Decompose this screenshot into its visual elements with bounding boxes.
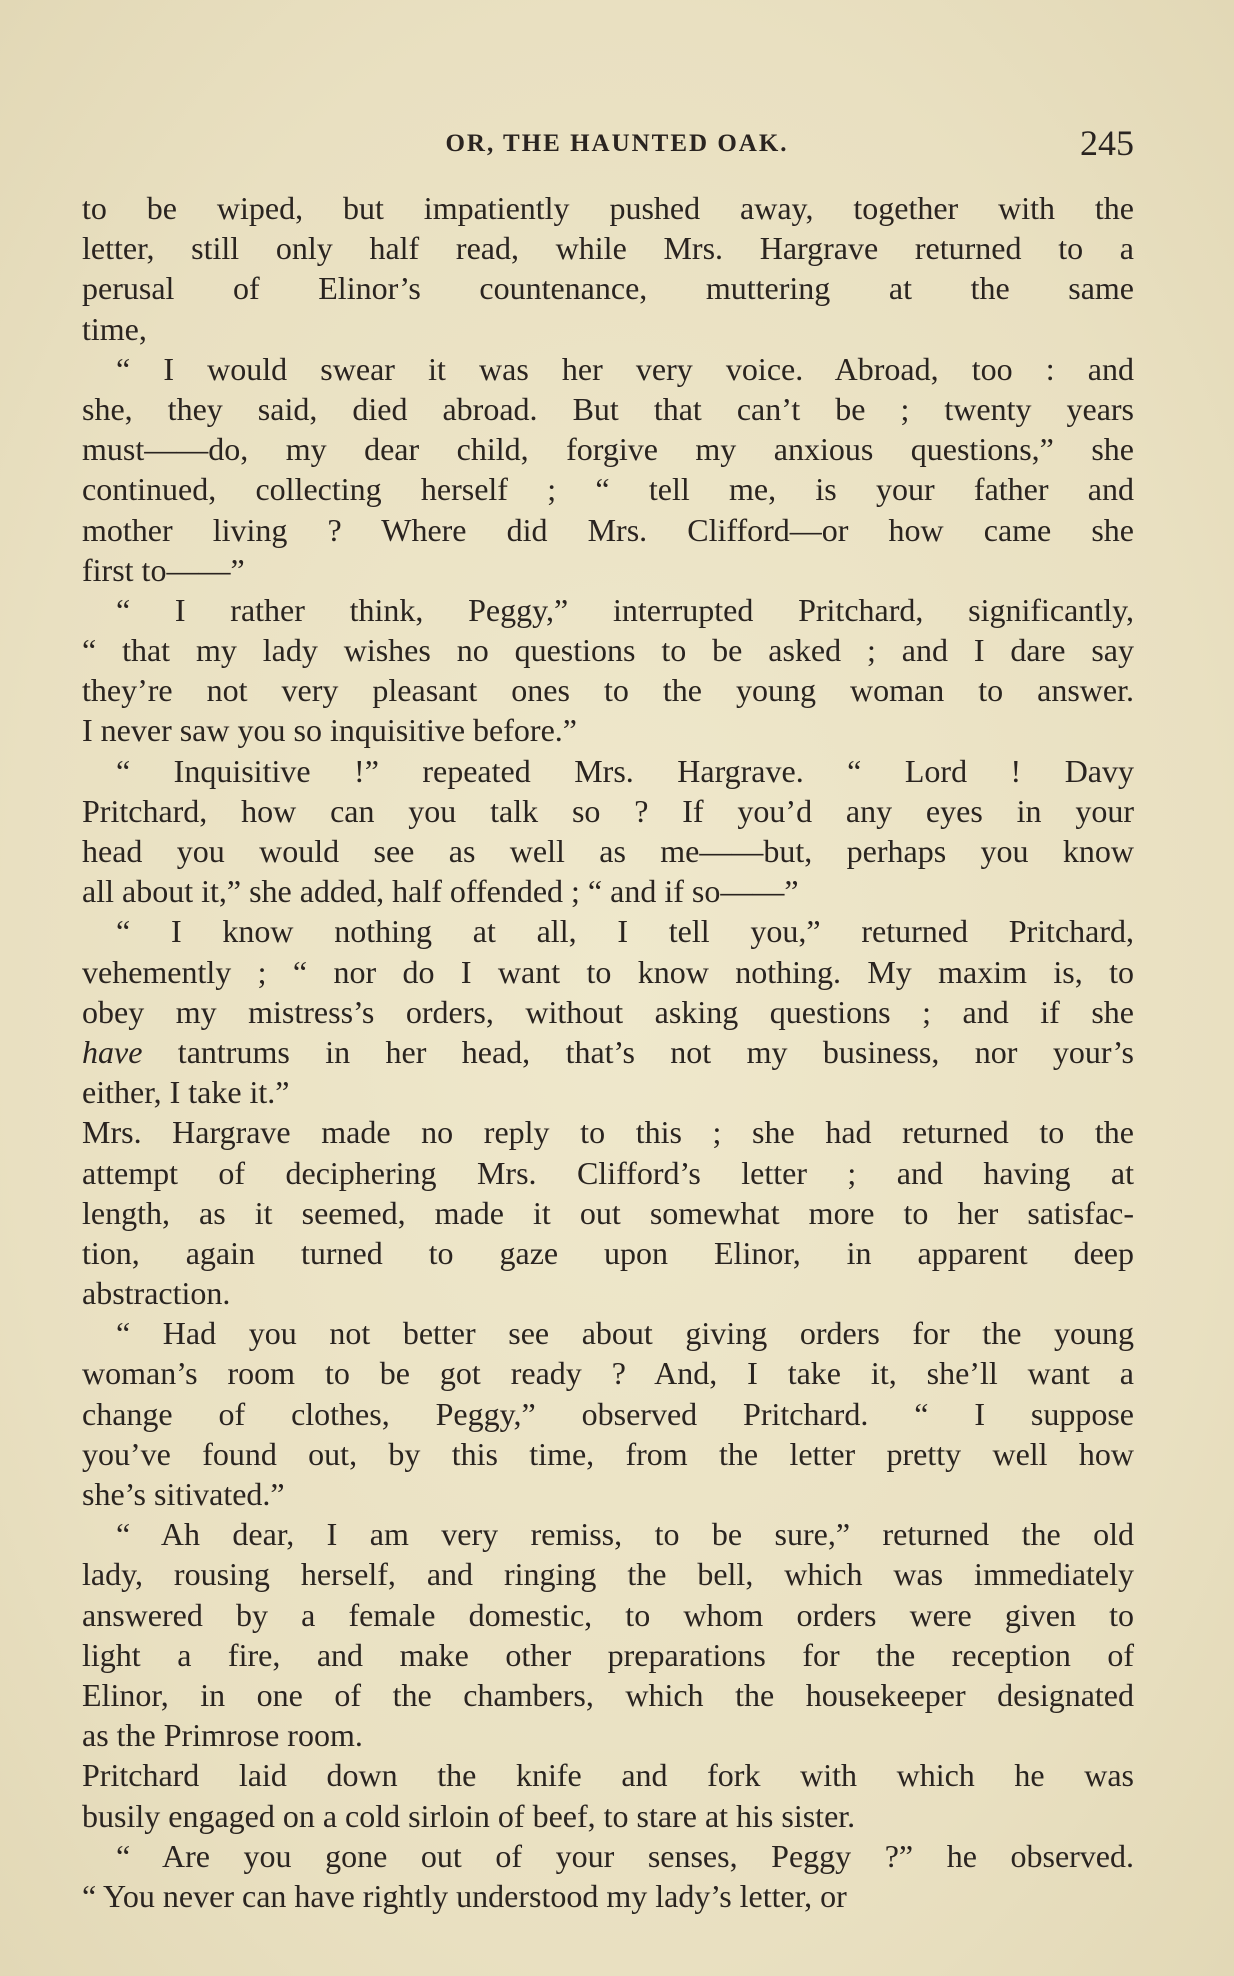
text-line [82, 429, 1134, 469]
line-text: either, I take it.” [82, 1074, 290, 1111]
body-text [82, 188, 1134, 1916]
text-line [82, 1796, 1134, 1836]
line-text: continued, collecting herself ; “ tell me, is your father and [82, 471, 1134, 508]
line-text: “ I know nothing at all, I tell you,” returned Pritchard, [116, 913, 1134, 950]
line-text: she, they said, died abroad. But that can’t be ; twenty years [82, 390, 1134, 427]
text-line [82, 1394, 1134, 1434]
text-line [82, 1554, 1134, 1594]
line-text: “ that my lady wishes no questions to be asked ; and I dare say [82, 632, 1134, 669]
text-line [82, 1595, 1134, 1635]
text-line [82, 1072, 1134, 1112]
text-line [82, 871, 1134, 911]
line-text: busily engaged on a cold sirloin of beef, to stare at his sister. [82, 1797, 856, 1834]
text-line [82, 1434, 1134, 1474]
line-text: they’re not very pleasant ones to the young woman to answer. [82, 672, 1134, 709]
line-text: as the Primrose room. [82, 1717, 363, 1754]
line-text: first to——” [82, 551, 245, 588]
text-line [82, 268, 1134, 308]
text-line [82, 510, 1134, 550]
line-text: Mrs. Hargrave made no reply to this ; she had returned to the [82, 1114, 1134, 1151]
text-line [82, 630, 1134, 670]
text-line [82, 469, 1134, 509]
line-text: “ You never can have rightly understood my lady’s letter, or [82, 1877, 847, 1914]
line-text: obey my mistress’s orders, without asking questions ; and if she [82, 993, 1134, 1030]
text-line [82, 1836, 1134, 1876]
line-text: perusal of Elinor’s countenance, muttering at the same [82, 270, 1134, 307]
text-line [82, 1474, 1134, 1514]
line-text: “ Are you gone out of your senses, Peggy ?” he observed. [116, 1837, 1134, 1874]
line-text: length, as it seemed, made it out somewhat more to her satisfac- [82, 1194, 1134, 1231]
text-line [82, 1112, 1134, 1152]
line-text: vehemently ; “ nor do I want to know nothing. My maxim is, to [82, 953, 1134, 990]
text-line [82, 228, 1134, 268]
line-text: abstraction. [82, 1275, 231, 1312]
text-line [82, 309, 1134, 349]
italic-word: have [82, 1033, 143, 1070]
text-line [82, 1193, 1134, 1233]
line-text: “ I would swear it was her very voice. Abroad, too : and [116, 350, 1134, 387]
line-text: light a fire, and make other preparations for the reception of [82, 1636, 1134, 1673]
line-text: head you would see as well as me——but, perhaps you know [82, 833, 1134, 869]
line-text: I never saw you so inquisitive before.” [82, 712, 577, 749]
text-line [82, 751, 1134, 791]
text-line [82, 911, 1134, 951]
line-text: all about it,” she added, half offended ; “ and if so——” [82, 873, 799, 910]
text-line [82, 1273, 1134, 1313]
text-line [82, 1313, 1134, 1353]
text-line [82, 1876, 1134, 1916]
line-text: she’s sitivated.” [82, 1476, 285, 1512]
text-line [82, 1353, 1134, 1393]
line-text: Pritchard, how can you talk so ? If you’d any eyes in your [82, 792, 1134, 829]
page-number: 245 [1080, 123, 1134, 163]
text-line [82, 1153, 1134, 1193]
line-text: change of clothes, Peggy,” observed Pritchard. “ I suppose [82, 1395, 1134, 1432]
text-line [82, 710, 1134, 750]
text-line [82, 791, 1134, 831]
text-line [82, 188, 1134, 228]
line-text: you’ve found out, by this time, from the letter pretty well how [82, 1435, 1134, 1472]
line-text: must——do, my dear child, forgive my anxious questions,” she [82, 431, 1134, 468]
text-line [82, 349, 1134, 389]
text-line [82, 831, 1134, 871]
line-text: Elinor, in one of the chambers, which the housekeeper designated [82, 1676, 1134, 1713]
line-text: “ Inquisitive !” repeated Mrs. Hargrave. “ Lord ! Davy [116, 752, 1134, 789]
line-text: to be wiped, but impatiently pushed away, together with the [82, 190, 1134, 226]
text-line [82, 670, 1134, 710]
line-text: tantrums in her head, that’s not my business, nor your’s [142, 1033, 1134, 1070]
text-line [82, 1755, 1134, 1795]
text-line [82, 1675, 1134, 1715]
text-line [82, 1514, 1134, 1554]
line-text: answered by a female domestic, to whom orders were given to [82, 1596, 1134, 1633]
running-head [0, 122, 1234, 168]
text-line [82, 550, 1134, 590]
text-line [82, 590, 1134, 630]
line-text: attempt of deciphering Mrs. Clifford’s letter ; and having at [82, 1154, 1134, 1191]
running-title: OR, THE HAUNTED OAK. [445, 130, 789, 157]
line-text: time, [82, 310, 147, 347]
line-text: “ Had you not better see about giving orders for the young [116, 1315, 1134, 1352]
text-line [82, 1715, 1134, 1755]
text-line [82, 1032, 1134, 1072]
text-line [82, 992, 1134, 1032]
line-text: “ Ah dear, I am very remiss, to be sure,” returned the old [116, 1516, 1134, 1553]
line-text: Pritchard laid down the knife and fork with which he was [82, 1757, 1134, 1794]
line-text: “ I rather think, Peggy,” interrupted Pritchard, significantly, [116, 591, 1134, 628]
line-text: woman’s room to be got ready ? And, I take it, she’ll want a [82, 1355, 1134, 1392]
line-text: tion, again turned to gaze upon Elinor, in apparent deep [82, 1234, 1134, 1271]
text-line [82, 952, 1134, 992]
line-text: letter, still only half read, while Mrs. Hargrave returned to a [82, 230, 1134, 267]
text-line [82, 389, 1134, 429]
text-line [82, 1635, 1134, 1675]
text-line [82, 1233, 1134, 1273]
line-text: mother living ? Where did Mrs. Clifford—or how came she [82, 511, 1134, 548]
line-text: lady, rousing herself, and ringing the bell, which was immediately [82, 1556, 1134, 1593]
